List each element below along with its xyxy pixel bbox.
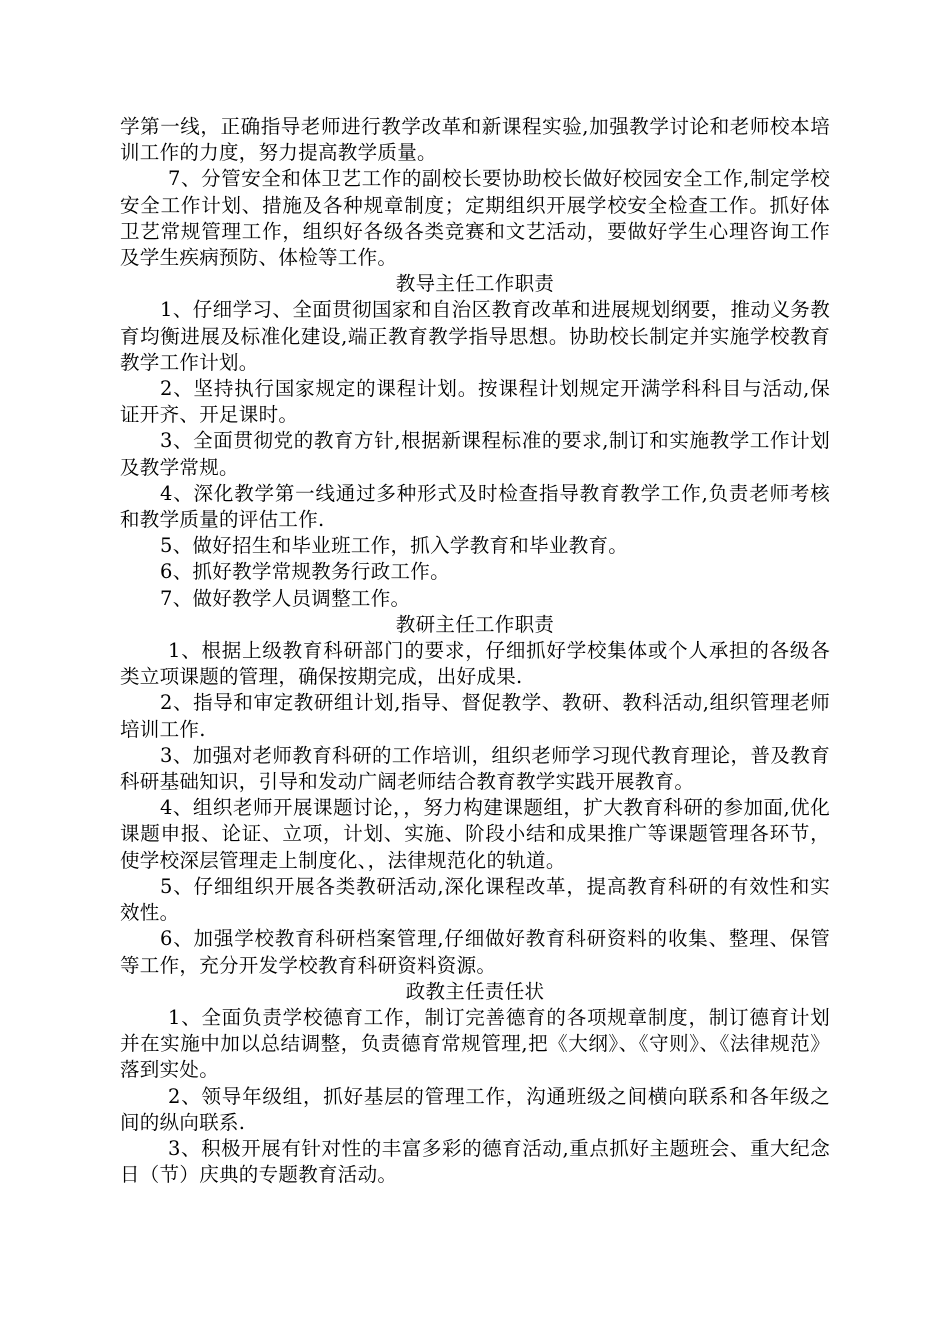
paragraph: 5、仔细组织开展各类教研活动,深化课程改革，提高教育科研的有效性和实效性。	[120, 874, 830, 925]
paragraph: 4、深化教学第一线通过多种形式及时检查指导教育教学工作,负责老师考核和教学质量的评估工作.	[120, 481, 830, 532]
paragraph: 6、抓好教学常规教务行政工作。	[160, 560, 450, 584]
section-heading: 教研主任工作职责	[395, 612, 555, 636]
paragraph: 4、组织老师开展课题讨论，，努力构建课题组，扩大教育科研的参加面,优化课题申报、论证、立项，计划、实施、阶段小结和成果推广等课题管理各环节，使学校深层管理走上制度化、，法律规范化的轨道。	[120, 796, 830, 872]
paragraph: 5、做好招生和毕业班工作，抓入学教育和毕业教育。	[160, 534, 629, 558]
paragraph: 1、全面负责学校德育工作，制订完善德育的各项规章制度，制订德育计划并在实施中加以总结调整，负责德育常规管理,把《大纲》、《守则》、《法律规范》落到实处。	[120, 1005, 830, 1082]
paragraph: 1、根据上级教育科研部门的要求，仔细抓好学校集体或个人承担的各级各类立项课题的管理，确保按期完成，出好成果.	[120, 639, 830, 689]
section-heading: 政教主任责任状	[405, 979, 545, 1003]
paragraph: 2、坚持执行国家规定的课程计划。按课程计划规定开满学科科目与活动,保证开齐、开足课时。	[120, 377, 830, 427]
paragraph: 3、全面贯彻党的教育方针,根据新课程标准的要求,制订和实施教学工作计划及教学常规。	[120, 429, 830, 479]
paragraph: 3、加强对老师教育科研的工作培训，组织老师学习现代教育理论，普及教育科研基础知识，引导和发动广阔老师结合教育教学实践开展教育。	[120, 743, 830, 794]
paragraph: 1、仔细学习、全面贯彻国家和自治区教育改革和进展规划纲要，推动义务教育均衡进展及标准化建设,端正教育教学指导思想。协助校长制定并实施学校教育教学工作计划。	[120, 298, 830, 374]
paragraph: 2、领导年级组，抓好基层的管理工作，沟通班级之间横向联系和各年级之间的纵向联系.	[120, 1084, 830, 1134]
paragraph: 7、分管安全和体卫艺工作的副校长要协助校长做好校园安全工作,制定学校安全工作计划、措施及各种规章制度；定期组织开展学校安全检查工作。抓好体卫艺常规管理工作，组织好各级各类竞赛和文艺活动，要做好学生心理咨询工作及学生疾病预防、体检等工作。	[120, 167, 830, 270]
paragraph: 7、做好教学人员调整工作。	[160, 586, 411, 610]
paragraph: 3、积极开展有针对性的丰富多彩的德育活动,重点抓好主题班会、重大纪念日（节）庆典的专题教育活动。	[120, 1136, 830, 1187]
section-heading: 教导主任工作职责	[395, 272, 555, 296]
paragraph: 6、加强学校教育科研档案管理,仔细做好教育科研资料的收集、整理、保管等工作，充分开发学校教育科研资料资源。	[120, 927, 830, 977]
paragraph: 2、指导和审定教研组计划,指导、督促教学、教研、教科活动,组织管理老师培训工作.	[120, 691, 830, 741]
paragraph: 学第一线，正确指导老师进行教学改革和新课程实验,加强教学讨论和老师校本培训工作的力度，努力提高教学质量。	[120, 115, 830, 165]
